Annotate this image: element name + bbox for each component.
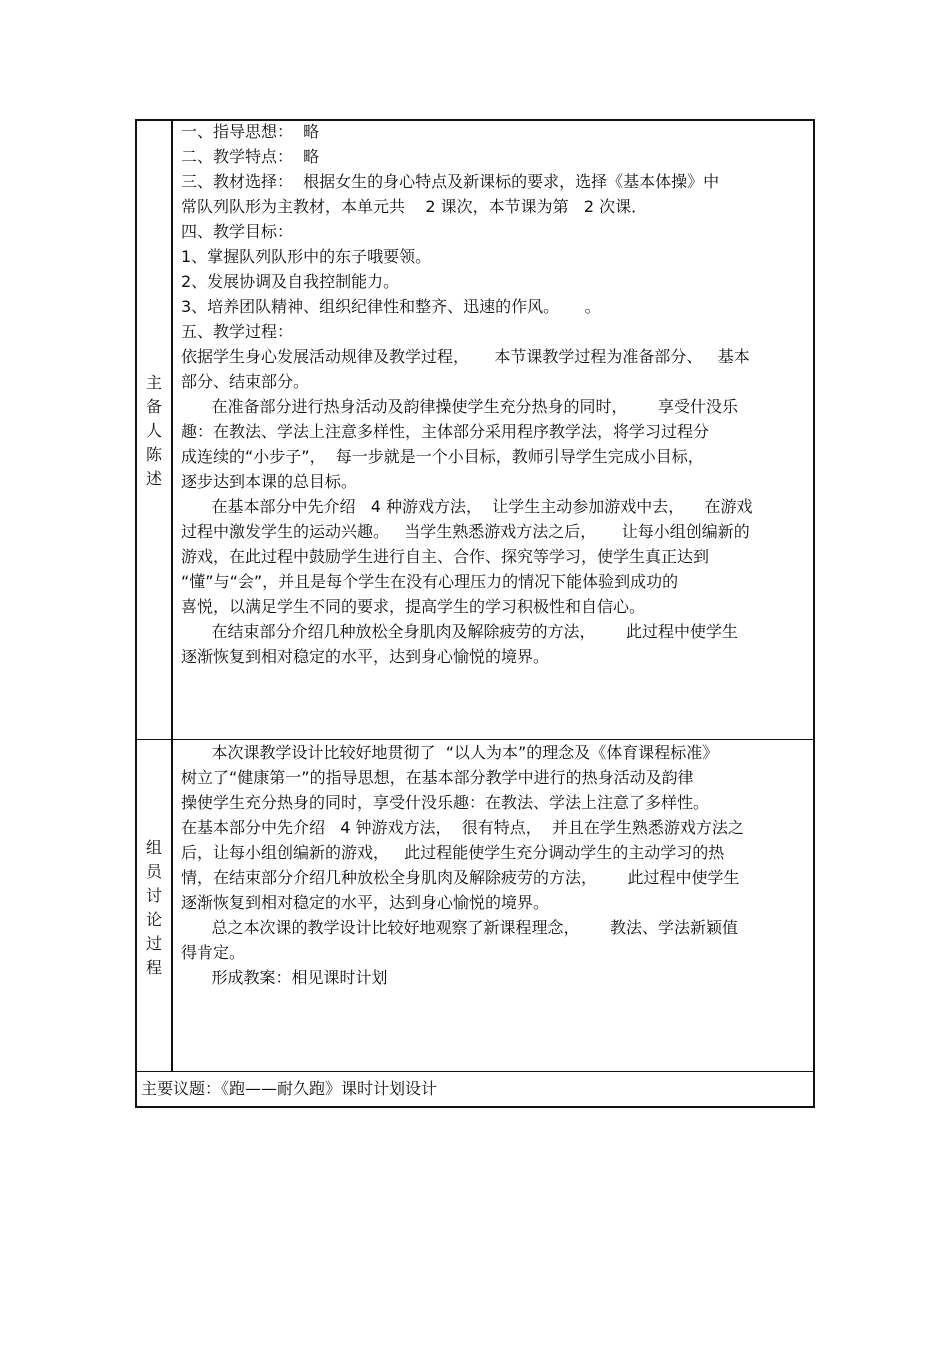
statement-line: 在准备部分进行热身活动及韵律操使学生充分热身的同时， 享受什没乐 [181,397,739,416]
presenter-statement-label: 主 备 人 陈 述 [145,373,162,488]
statement-line: 趣：在教法、学法上注意多样性，主体部分采用程序教学法，将学习过程分 [181,422,710,441]
statement-line: 逐步达到本课的总目标。 [181,472,358,491]
statement-line: 五、教学过程： [181,322,294,341]
statement-line: 3、培养团队精神、组织纪律性和整齐、迅速的作风。 。 [181,297,601,316]
statement-line: 在结束部分介绍几种放松全身肌肉及解除疲劳的方法， 此过程中使学生 [181,622,739,641]
statement-line: 喜悦，以满足学生不同的要求，提高学生的学习积极性和自信心。 [181,597,646,616]
discussion-line: 本次课教学设计比较好地贯彻了 “以人为本”的理念及《体育课程标准》 [181,743,719,762]
discussion-line: 树立了“健康第一”的指导思想，在基本部分教学中进行的热身活动及韵律 [181,768,694,787]
statement-line: 一、指导思想： 略 [181,122,320,141]
group-discussion-row [137,740,813,1072]
presenter-statement-content [181,119,809,739]
main-topic-row [137,1072,813,1106]
discussion-line: 得肯定。 [181,943,246,962]
statement-line: 1、掌握队列队形中的东子哦要领。 [181,247,432,266]
presenter-statement-row [137,121,813,740]
statement-line: 依据学生身心发展活动规律及教学过程， 本节课教学过程为准备部分、 基本 [181,347,750,366]
statement-line: “懂”与“会”，并且是每个学生在没有心理压力的情况下能体验到成功的 [181,572,679,591]
statement-line: 游戏，在此过程中鼓励学生进行自主、合作、探究等学习，使学生真正达到 [181,547,710,566]
statement-line: 过程中激发学生的运动兴趣。 当学生熟悉游戏方法之后， 让每小组创编新的 [181,522,750,541]
discussion-line: 形成教案：相见课时计划 [181,968,388,987]
discussion-line: 在基本部分中先介绍 4 钟游戏方法， 很有特点， 并且在学生熟悉游戏方法之 [181,818,744,837]
statement-line: 三、教材选择： 根据女生的身心特点及新课标的要求，选择《基本体操》中 [181,172,720,191]
statement-line: 四、教学目标： [181,222,294,241]
statement-line: 成连续的“小步子”， 每一步就是一个小目标，教师引导学生完成小目标， [181,447,704,466]
statement-line: 常队列队形为主教材，本单元共 2 课次，本节课为第 2 次课． [181,197,648,216]
group-discussion-label-cell [137,740,173,1071]
main-topic-text: 主要议题：《跑——耐久跑》课时计划设计 [141,1079,438,1098]
statement-line: 逐渐恢复到相对稳定的水平，达到身心愉悦的境界。 [181,647,550,666]
discussion-line: 总之本次课的教学设计比较好地观察了新课程理念， 教法、学法新颖值 [181,918,739,937]
group-discussion-content [181,740,809,1071]
lesson-plan-table [135,119,815,1108]
discussion-line: 情，在结束部分介绍几种放松全身肌肉及解除疲劳的方法， 此过程中使学生 [181,868,740,887]
discussion-line: 逐渐恢复到相对稳定的水平，达到身心愉悦的境界。 [181,893,550,912]
group-discussion-label: 组 员 讨 论 过 程 [145,838,162,977]
statement-line: 2、发展协调及自我控制能力。 [181,272,400,291]
presenter-statement-label-cell [137,121,173,739]
statement-line: 二、教学特点： 略 [181,147,320,166]
statement-line: 在基本部分中先介绍 4 种游戏方法， 让学生主动参加游戏中去， 在游戏 [181,497,753,516]
discussion-line: 后，让每小组创编新的游戏， 此过程能使学生充分调动学生的主动学习的热 [181,843,725,862]
discussion-line: 操使学生充分热身的同时，享受什没乐趣：在教法、学法上注意了多样性。 [181,793,710,812]
statement-line: 部分、结束部分。 [181,372,310,391]
